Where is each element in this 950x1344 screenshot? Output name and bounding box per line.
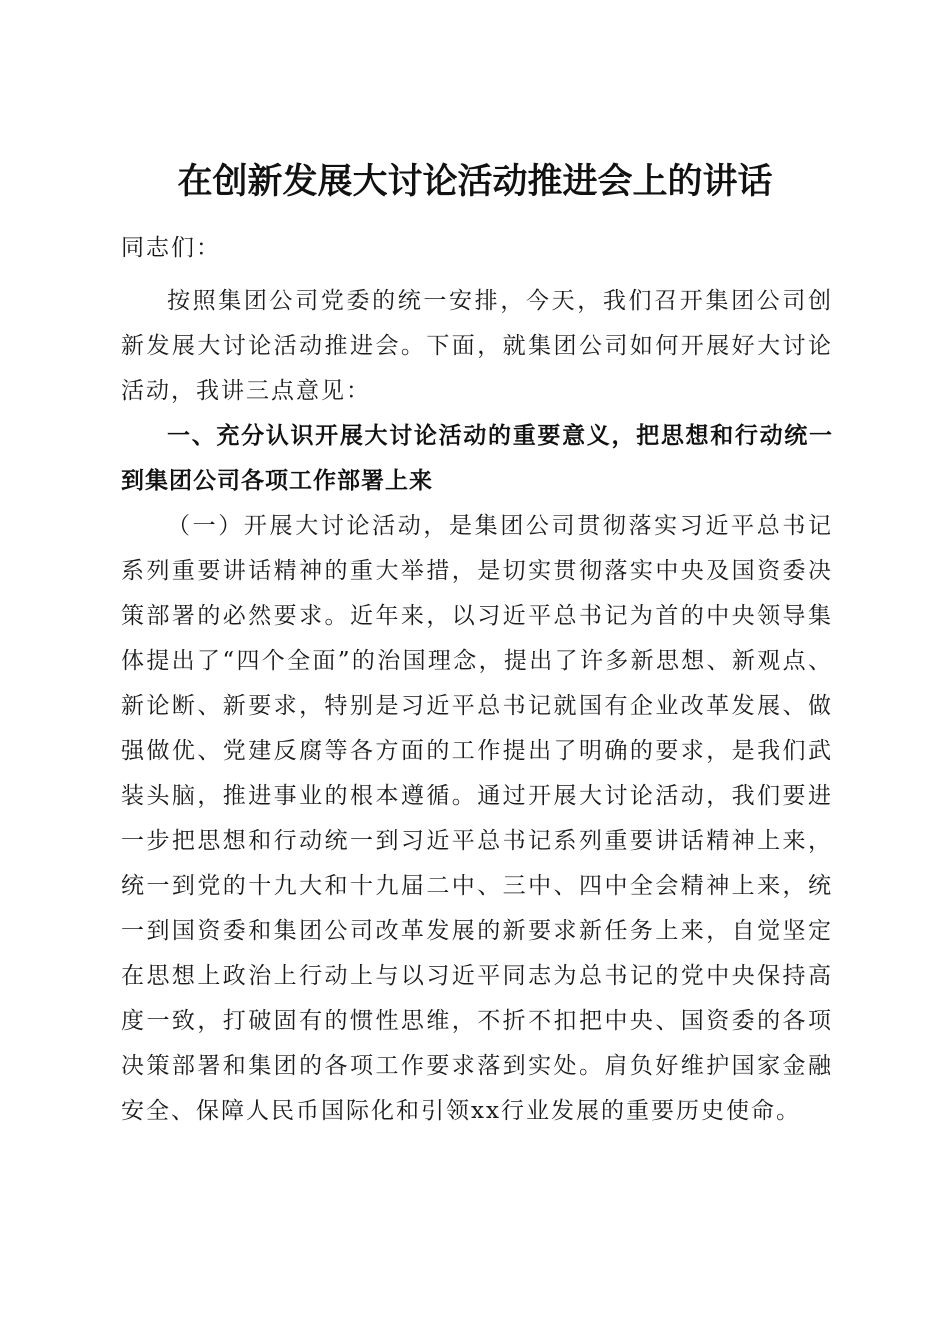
document-title: 在创新发展大讨论活动推进会上的讲话	[177, 161, 773, 203]
intro-paragraph: 按照集团公司党委的统一安排，今天，我们召开集团公司创新发展大讨论活动推进会。下面，就集团公司如何开展好大讨论活动，我讲三点意见：	[121, 288, 833, 404]
section-1-paragraph-1: （一）开展大讨论活动，是集团公司贯彻落实习近平总书记系列重要讲话精神的重大举措，是切实贯彻落实中央及国资委决策部署的必然要求。近年来，以习近平总书记为首的中央领导集体提出了“四个全面”的治国理念，提出了许多新思想、新观点、新论断、新要求，特别是习近平总书记就国有企业改革发展、做强做优、党建反腐等各方面的工作提出了明确的要求，是我们武装头脑，推进事业的根本遵循。通过开展大讨论活动，我们要进一步把思想和行动统一到习近平总书记系列重要讲话精神上来，统一到党的十九大和十九届二中、三中、四中全会精神上来，统一到国资委和集团公司改革发展的新要求新任务上来，自觉坚定在思想上政治上行动上与以习近平同志为总书记的党中央保持高度一致，打破固有的惯性思维，不折不扣把中央、国资委的各项决策部署和集团的各项工作要求落到实处。肩负好维护国家金融安全、保障人民币国际化和引领xx行业发展的重要历史使命。	[121, 513, 833, 1124]
section-1-heading: 一、充分认识开展大讨论活动的重要意义，把思想和行动统一到集团公司各项工作部署上来	[121, 423, 833, 494]
document-body	[121, 226, 833, 1134]
salutation: 同志们：	[121, 235, 221, 261]
